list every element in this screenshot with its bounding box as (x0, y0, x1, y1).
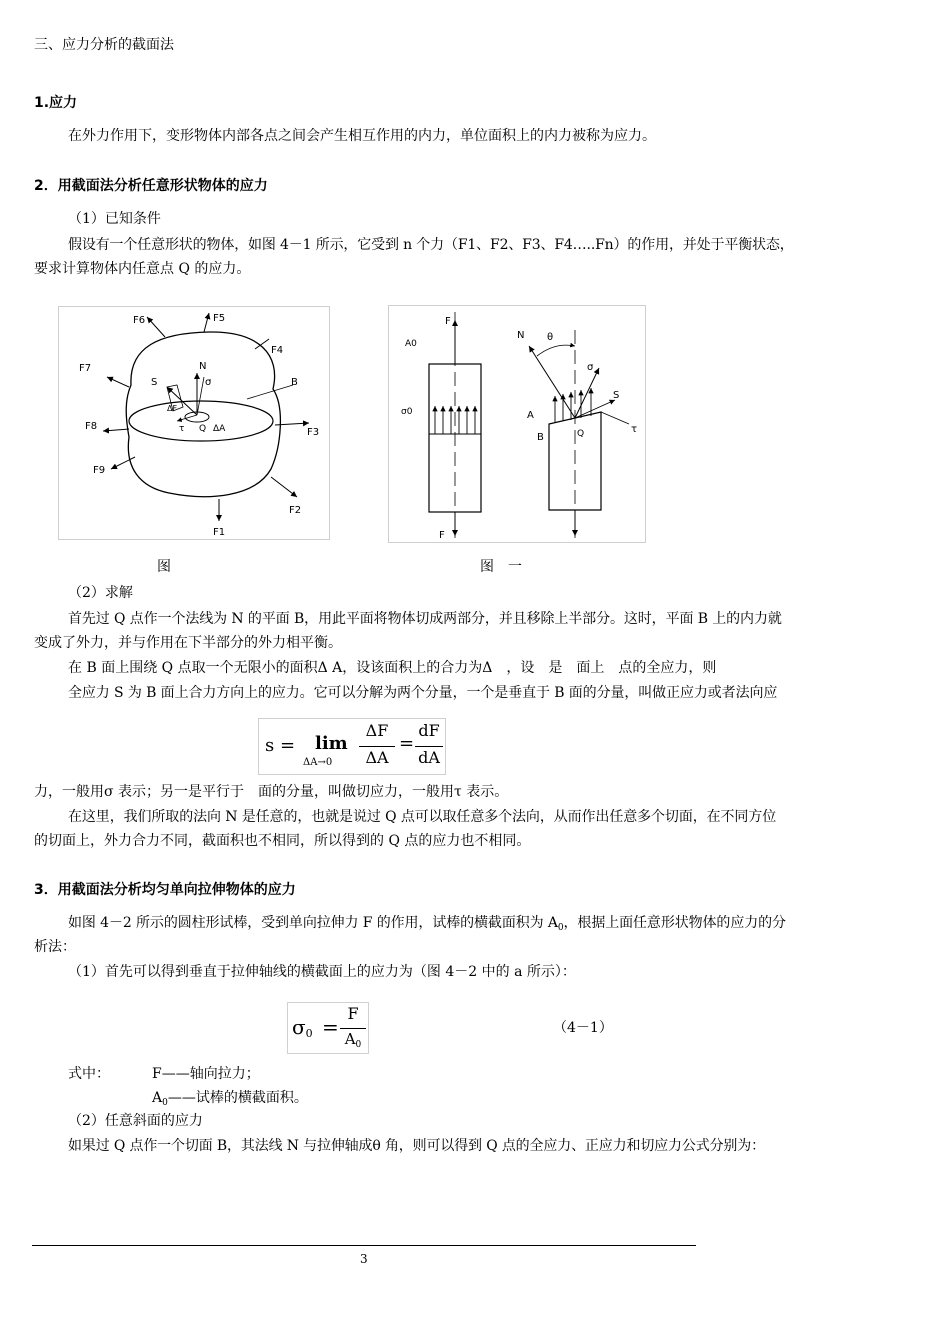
formula-number: （4－1） (553, 1020, 613, 1036)
uniaxial-intro-line-1b: ，根据上面任意形状物体的应力的分 (563, 915, 786, 931)
solution-line-5: 力，一般用σ 表示；另一是平行于 面的分量，叫做切应力，一般用τ 表示。 (34, 784, 509, 800)
formula1-lhs: s = (265, 735, 296, 756)
uniaxial-step-2-text: 如果过 Q 点作一个切面 B，其法线 N 与拉伸轴成θ 角，则可以得到 Q 点的全应力、正应力和切应力公式分别为： (68, 1138, 765, 1154)
solution-label: （2）求解 (68, 585, 133, 601)
label-a0: A0 (405, 339, 417, 349)
formula1-bar1 (359, 746, 395, 747)
label-f7: F7 (79, 363, 92, 374)
label-f3: F3 (307, 427, 320, 438)
known-conditions-line-1: 假设有一个任意形状的物体，如图 4－1 所示，它受到 n 个力（F1、F2、F3、F4…..Fn）的作用，并处于平衡状态， (68, 237, 794, 253)
label-a: A (527, 410, 534, 421)
label-s2: S (613, 390, 620, 401)
label-f8: F8 (85, 421, 98, 432)
figure-tension-bar (388, 305, 646, 543)
formula2-lhs: $\sigma_0$ (292, 1015, 313, 1040)
formula2-num: F (347, 1004, 359, 1023)
where-f: F——轴向拉力； (152, 1066, 260, 1082)
label-df: ΔF (167, 404, 178, 413)
figure-arbitrary-body (58, 306, 330, 540)
label-tau2: τ (631, 424, 638, 435)
formula1-lim-sub: ΔA→0 (303, 757, 333, 768)
label-tau: τ (179, 424, 185, 434)
section-title: 三、应力分析的截面法 (34, 37, 174, 53)
heading-section-method: 2．用截面法分析任意形状物体的应力 (34, 178, 268, 194)
known-conditions-line-2: 要求计算物体内任意点 Q 的应力。 (34, 261, 251, 277)
uniaxial-step-1: （1）首先可以得到垂直于拉伸轴线的横截面上的应力为（图 4－2 中的 a 所示）： (68, 964, 576, 980)
solution-line-1: 首先过 Q 点作一个法线为 N 的平面 B，用此平面将物体切成两部分，并且移除上半部分。这时，平面 B 上的内力就 (68, 611, 782, 627)
formula1-den1: ΔA (365, 748, 389, 767)
figure-arbitrary-body-drawing (59, 307, 329, 539)
label-s: S (151, 377, 158, 388)
label-da: ΔA (213, 424, 226, 434)
label-n: N (199, 361, 207, 372)
formula2-bar (340, 1028, 366, 1029)
formula2-eq: = (322, 1015, 339, 1039)
label-sigma: σ (205, 377, 212, 388)
label-q: Q (199, 424, 207, 434)
solution-line-6: 在这里，我们所取的法向 N 是任意的，也就是说过 Q 点可以取任意多个法向，从而作出任意多个切面，在不同方位 (68, 809, 777, 825)
label-f-top: F (445, 316, 451, 327)
label-sigma0: σ0 (401, 407, 413, 417)
formula2-den: $A_0$ (344, 1030, 362, 1050)
uniaxial-intro-sub: 0 (557, 923, 564, 933)
label-f2: F2 (289, 505, 302, 516)
solution-line-4: 全应力 S 为 B 面上合力方向上的应力。它可以分解为两个分量，一个是垂直于 B 面的分量，叫做正应力或者法向应 (68, 685, 778, 701)
label-f6: F6 (133, 315, 146, 326)
formula1-num1: ΔF (365, 721, 389, 740)
uniaxial-step-2: （2）任意斜面的应力 (68, 1113, 203, 1129)
where-a0: $A_0——$试棒的横截面积。 (152, 1090, 308, 1108)
formula1-den2: dA (418, 748, 440, 767)
formula-normal-stress (287, 1002, 369, 1054)
label-n2: N (517, 330, 525, 341)
label-q2: Q (577, 429, 585, 439)
uniaxial-intro-line-2: 析法： (34, 939, 76, 955)
figure-1-caption: 图 (157, 559, 171, 575)
solution-line-3: 在 B 面上围绕 Q 点取一个无限小的面积Δ A，设该面积上的合力为Δ ，设 是 面上 点的全应力，则 (68, 660, 717, 676)
label-f-bottom: F (439, 530, 445, 541)
label-sigma2: σ (587, 362, 594, 373)
paragraph-stress-definition: 在外力作用下，变形物体内部各点之间会产生相互作用的内力，单位面积上的内力被称为应力。 (68, 128, 656, 144)
formula-total-stress (258, 718, 446, 775)
formula1-lim: lim (315, 733, 348, 754)
label-f1: F1 (213, 527, 226, 538)
solution-line-7: 的切面上，外力合力不同，截面积也不相同，所以得到的 Q 点的应力也不相同。 (34, 833, 531, 849)
solution-line-2: 变成了外力，并与作用在下半部分的外力相平衡。 (34, 635, 342, 651)
uniaxial-intro-line-1a: 如图 4－2 所示的圆柱形试棒，受到单向拉伸力 F 的作用，试棒的横截面积为 A (68, 915, 558, 931)
figure-tension-bar-drawing (389, 306, 645, 542)
formula1-bar2 (415, 746, 443, 747)
uniaxial-intro-line-1 (68, 913, 786, 938)
heading-stress: 1.应力 (34, 95, 78, 111)
formula1-eq: = (399, 733, 415, 754)
footer-rule (32, 1245, 696, 1246)
label-f5: F5 (213, 313, 226, 324)
page-number: 3 (360, 1252, 368, 1266)
label-b: B (291, 377, 298, 388)
figure-2-caption: 图 一 (480, 559, 522, 575)
label-b2: B (537, 432, 544, 443)
where-label: 式中： (68, 1066, 110, 1082)
formula1-num2: dF (418, 721, 440, 740)
label-f4: F4 (271, 345, 284, 356)
label-theta: θ (547, 332, 554, 343)
label-f9: F9 (93, 465, 106, 476)
known-conditions-label: （1）已知条件 (68, 211, 161, 227)
heading-uniaxial-tension: 3．用截面法分析均匀单向拉伸物体的应力 (34, 882, 296, 898)
